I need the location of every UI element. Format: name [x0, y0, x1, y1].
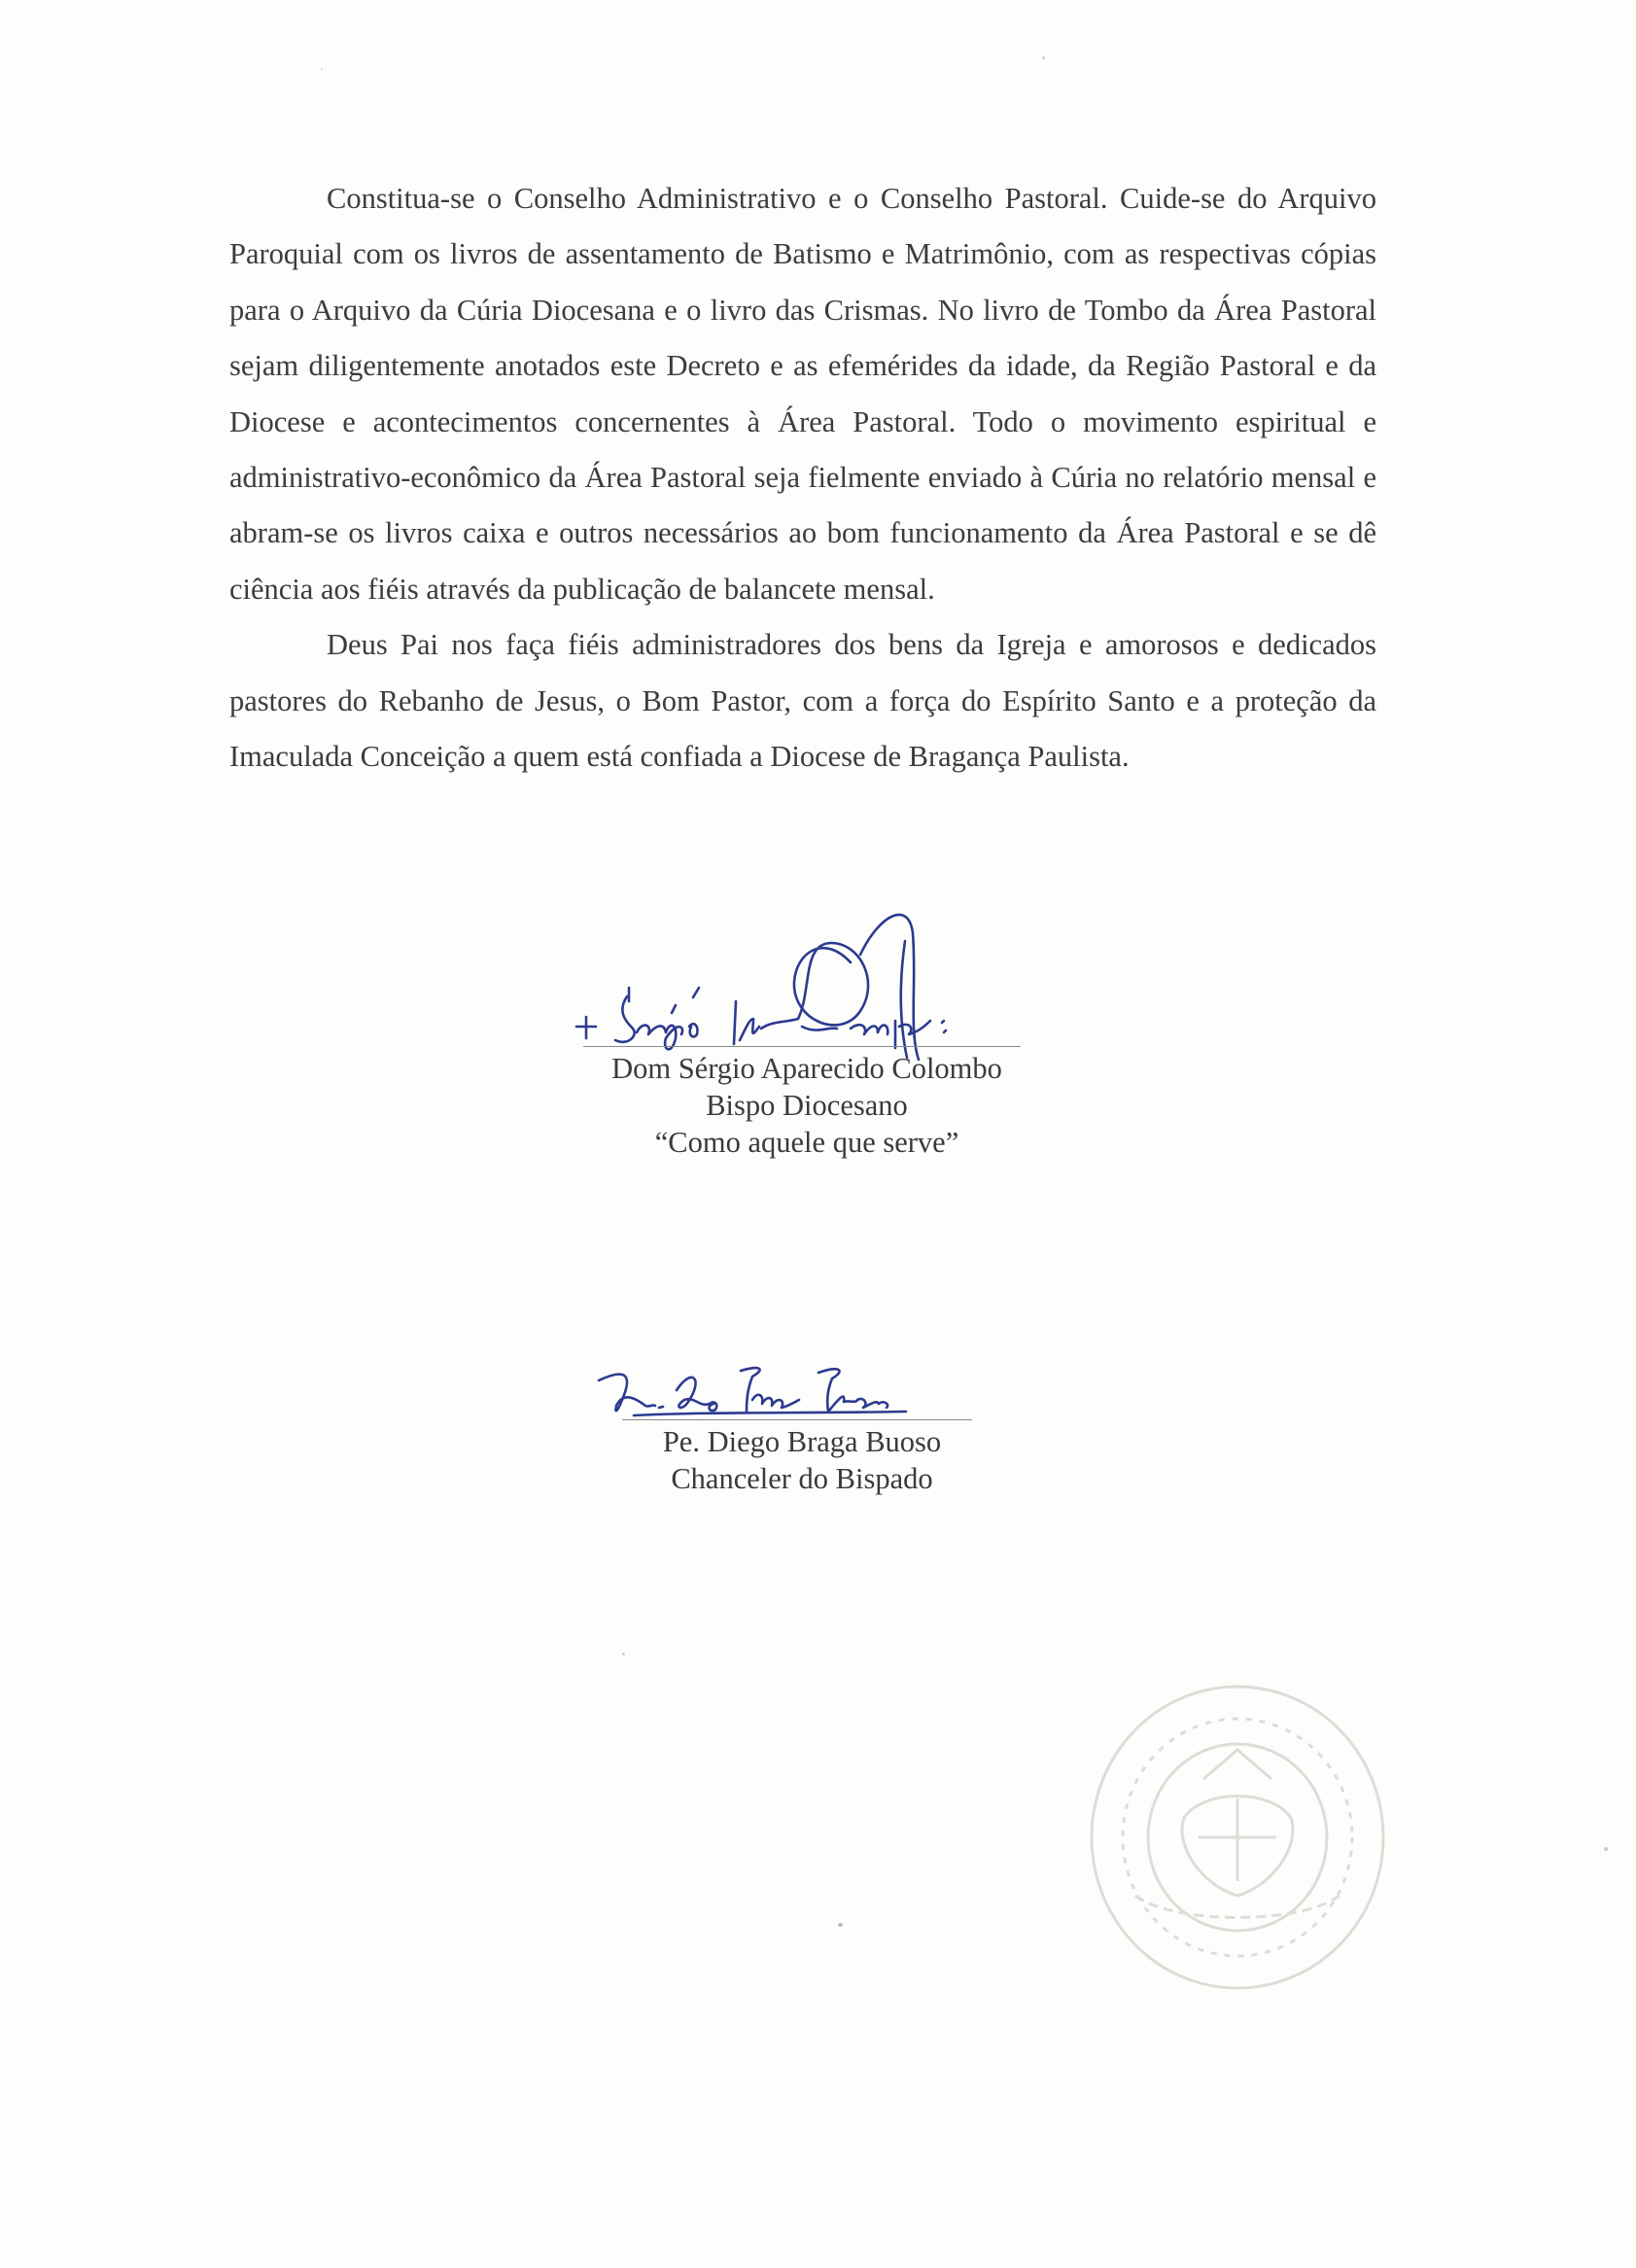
bishop-title: Bispo Diocesano [706, 1089, 908, 1122]
bishop-signature-line [583, 1046, 1021, 1047]
chancellor-signature-block [583, 1423, 1021, 1497]
bishop-motto: “Como aquele que serve” [654, 1126, 959, 1159]
chancellor-title: Chanceler do Bispado [671, 1462, 933, 1495]
paragraph-1: Constitua-se o Conselho Administrativo e o Conselho Pastoral. Cuide-se do Arquivo Paroquial com os livros de assentamento de Batismo e Matrimônio, com as respectivas cópias para o Arquivo da Cúria Diocesana e o livro das Crismas. No livro de Tombo da Área Pastoral sejam diligentemente anotados este Decreto e as efemérides da idade, da Região Pastoral e da Diocese e acontecimentos concernentes à Área Pastoral. Todo o movimento espiritual e administrativo-econômico da Área Pastoral seja fielmente enviado à Cúria no relatório mensal e abram-se os livros caixa e outros necessários ao bom funcionamento da Área Pastoral e se dê ciência aos fiéis através da publicação de balancete mensal. [229, 182, 1376, 606]
chancellor-signature-line [622, 1419, 972, 1420]
paragraph-2: Deus Pai nos faça fiéis administradores dos bens da Igreja e amorosos e dedicados pastores do Rebanho de Jesus, o Bom Pastor, com a força do Espírito Santo e a proteção da Imaculada Conceição a quem está confiada a Diocese de Bragança Paulista. [229, 628, 1376, 774]
chancellor-name: Pe. Diego Braga Buoso [662, 1425, 942, 1458]
bishop-signature-block [544, 1050, 1069, 1161]
document-body [229, 171, 1376, 785]
scan-speck [838, 1923, 843, 1927]
bishop-name: Dom Sérgio Aparecido Colombo [611, 1052, 1002, 1085]
scan-speck [1604, 1847, 1608, 1851]
scan-speck [622, 1653, 625, 1656]
scan-speck [321, 68, 323, 70]
scan-speck [1042, 56, 1045, 59]
diocesan-seal-icon [1077, 1672, 1398, 2003]
